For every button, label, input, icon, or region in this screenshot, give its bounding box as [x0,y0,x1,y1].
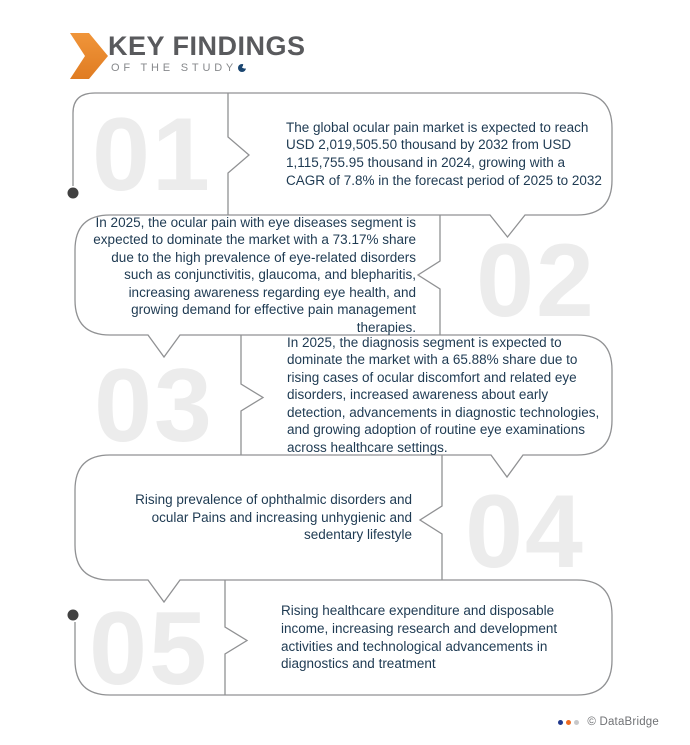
finding-text-1: The global ocular pain market is expected to reach USD 2,019,505.50 thousand by 2032 from USD 1,115,755.95 thousand in 2024, growing with a CAGR of 7.8% in the forecast period of 2025 to 2032 [286,119,602,188]
outline-end-dot [68,610,79,621]
finding-bubble-3 [256,335,604,455]
brand-dots-icon [558,720,579,725]
page-subtitle [111,62,246,74]
finding-number-5: 05 [89,591,209,707]
finding-number-1: 01 [92,97,212,213]
divider-arrow-2 [418,215,440,335]
brand-dot-blue [558,720,563,725]
finding-text-5: Rising healthcare expenditure and disposable income, increasing research and development activities and technological advancements in diagnostics and treatment [281,603,558,672]
header [70,31,390,83]
brand-dot-orange [566,720,571,725]
divider-arrow-1 [228,93,249,215]
copyright-text: © DataBridge [587,716,659,728]
finding-bubble-4 [104,455,412,580]
finding-text-4: Rising prevalence of ophthalmic disorders and ocular Pains and increasing unhygienic and sedentary lifestyle [135,492,412,543]
divider-arrow-4 [420,455,442,580]
finding-number-2: 02 [476,223,596,339]
page-subtitle-text: OF THE STUDY [111,62,238,74]
orange-chevron-icon [70,33,108,79]
page-title: KEY FINDINGS [108,31,306,61]
finding-bubble-1 [252,93,604,215]
finding-text-2: In 2025, the ocular pain with eye diseases segment is expected to dominate the market with a 73.17% share due to the high prevalence of eye-related disorders such as conjunctivitis, glaucoma, and blepharitis, increasing awareness regarding eye health, and growing demand for effective pain management therapies. [93,214,416,335]
brand-dot-gray [574,720,579,725]
outline-start-dot [68,188,79,199]
finding-number-3: 03 [94,348,214,464]
finding-text-3: In 2025, the diagnosis segment is expected to dominate the market with a 65.88% share due to rising cases of ocular discomfort and related eye disorders, increased awareness about early detection, advancements in diagnostic technologies, and growing adoption of routine eye examinations across healthcare settings. [287,334,600,455]
finding-bubble-2 [82,215,416,335]
divider-arrow-5 [225,580,247,695]
brand-mark-icon [238,64,246,72]
finding-number-4: 04 [465,474,585,590]
finding-bubble-5 [248,580,600,695]
footer [558,716,659,728]
